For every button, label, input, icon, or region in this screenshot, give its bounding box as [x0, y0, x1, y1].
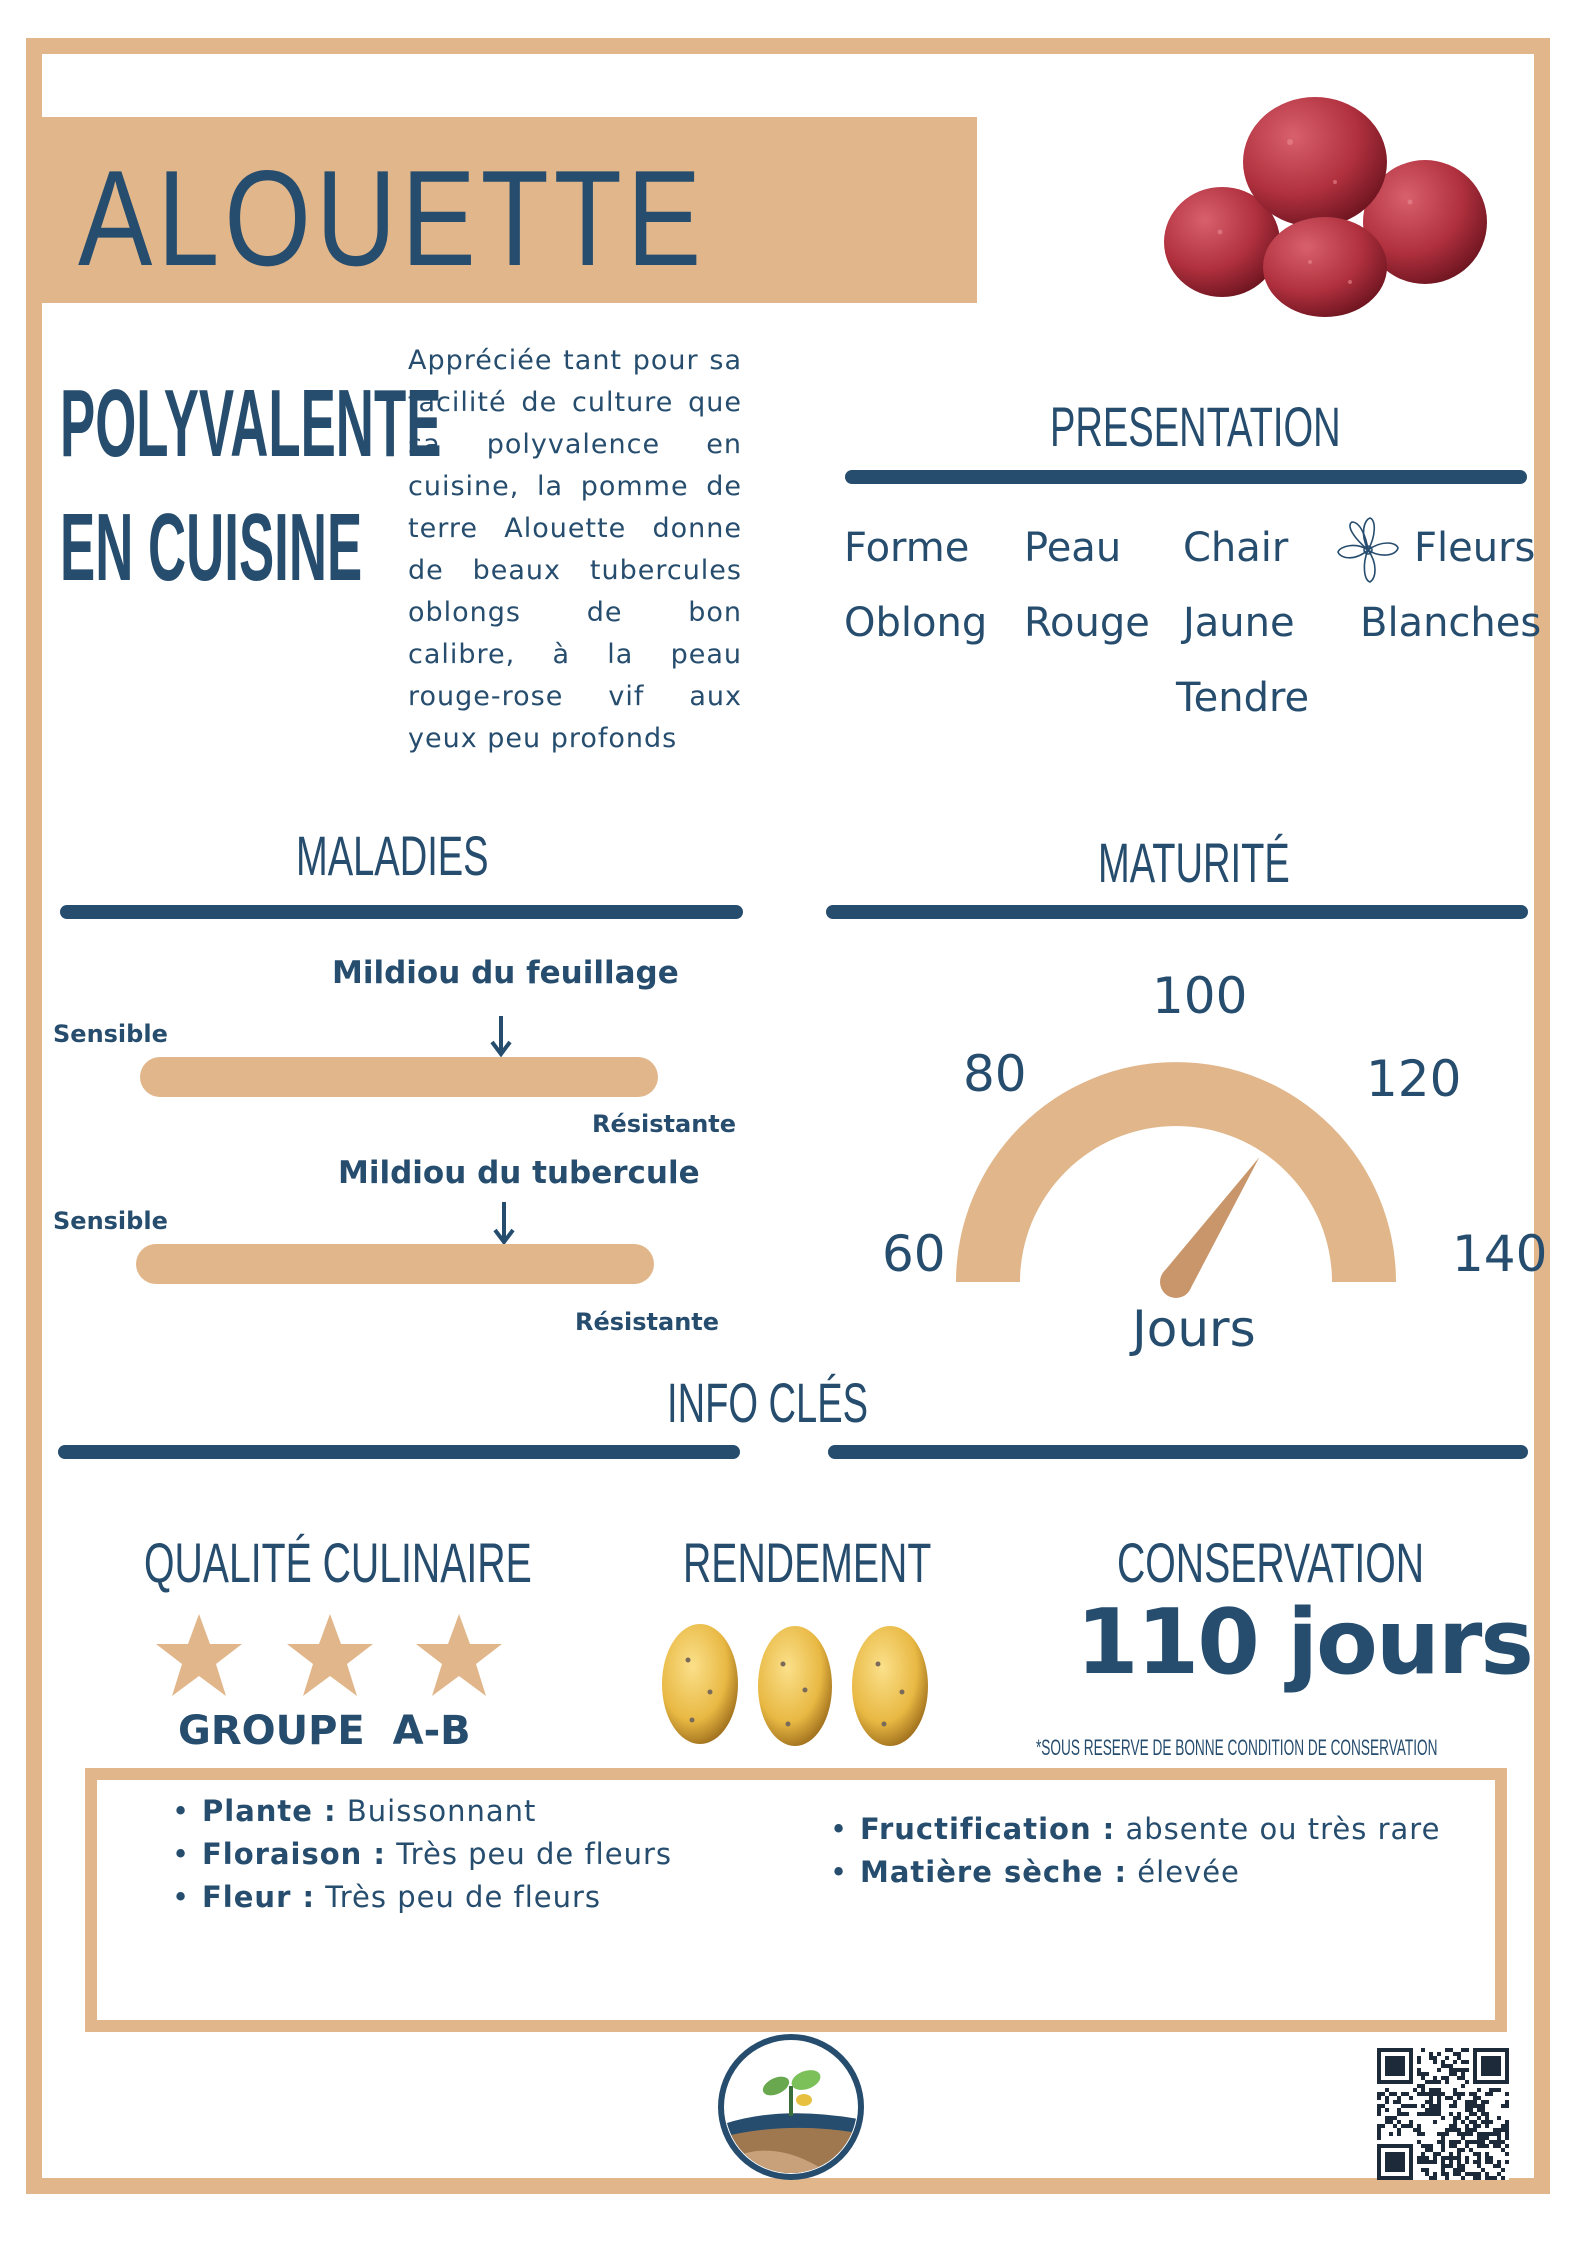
maladies-title: MALADIES [296, 824, 489, 887]
gauge-unit: Jours [1132, 1300, 1256, 1358]
tick-100: 100 [1152, 967, 1248, 1025]
label-forme: Forme [844, 525, 970, 571]
yield-potatoes [658, 1620, 938, 1750]
disease-1-bar [140, 1057, 658, 1097]
star-icon [287, 1614, 373, 1696]
gauge-needle-hub [1160, 1266, 1192, 1298]
disease-2-name: Mildiou du tubercule [338, 1155, 700, 1191]
label-chair: Chair [1183, 525, 1289, 571]
disease-2-high: Résistante [575, 1308, 720, 1336]
maturite-title: MATURITÉ [1098, 831, 1290, 894]
detail-matiere-seche: • Matière sèche : élevée [830, 1855, 1440, 1898]
potato-image [1160, 92, 1490, 322]
disease-1-name: Mildiou du feuillage [332, 955, 679, 991]
star-rating [154, 1604, 516, 1704]
info-title: INFO CLÉS [667, 1371, 869, 1434]
page-title: ALOUETTE [78, 142, 707, 294]
detail-fleur: • Fleur : Très peu de fleurs [172, 1880, 672, 1923]
subtitle-line-2: EN CUISINE [60, 494, 363, 601]
logo-icon [718, 2034, 864, 2180]
conservation-title: CONSERVATION [1117, 1531, 1425, 1594]
maturite-rule [826, 905, 1528, 919]
tick-120: 120 [1366, 1050, 1462, 1108]
qr-code [1377, 2048, 1509, 2180]
value-chair-extra: Tendre [1176, 675, 1310, 721]
value-peau: Rouge [1024, 600, 1150, 646]
potato-icon [852, 1626, 928, 1746]
conservation-note: *SOUS RESERVE DE BONNE CONDITION DE CONSERVATION [1036, 1735, 1438, 1760]
disease-2-bar [136, 1244, 654, 1284]
intro-text: Appréciée tant pour sa facilité de culture que sa polyvalence en cuisine, la pomme de terre Alouette donne de beaux tubercules oblongs de bon calibre, à la peau rouge-rose vif aux yeux peu profonds [408, 345, 742, 754]
details-right [830, 1812, 1440, 1898]
label-peau: Peau [1024, 525, 1122, 571]
rendement-title: RENDEMENT [683, 1531, 932, 1594]
label-fleurs: Fleurs [1414, 525, 1536, 571]
subtitle [60, 362, 441, 610]
info-rule-right [828, 1445, 1528, 1459]
details-left [172, 1794, 672, 1923]
qualite-title: QUALITÉ CULINAIRE [144, 1531, 532, 1594]
arrow-down-icon [488, 1014, 514, 1058]
detail-fructification: • Fructification : absente ou très rare [830, 1812, 1440, 1855]
detail-plante: • Plante : Buissonnant [172, 1794, 672, 1837]
tick-140: 140 [1452, 1225, 1548, 1283]
disease-1-high: Résistante [592, 1110, 737, 1138]
tick-60: 60 [882, 1225, 946, 1283]
maladies-rule [60, 905, 743, 919]
subtitle-line-1: POLYVALENTE [60, 370, 442, 477]
star-icon [416, 1614, 502, 1696]
info-rule-left [58, 1445, 740, 1459]
potato-icon [662, 1624, 738, 1744]
flower-icon [1330, 512, 1406, 588]
presentation-title: PRESENTATION [1050, 395, 1341, 458]
star-icon [156, 1614, 242, 1696]
value-chair: Jaune [1183, 600, 1295, 646]
arrow-down-icon [491, 1200, 517, 1246]
disease-1-low: Sensible [53, 1020, 168, 1048]
presentation-rule [845, 470, 1527, 484]
tick-80: 80 [963, 1045, 1027, 1103]
conservation-value: 110 jours [1076, 1590, 1532, 1695]
value-fleurs: Blanches [1360, 600, 1542, 646]
disease-2-low: Sensible [53, 1207, 168, 1235]
value-forme: Oblong [844, 600, 988, 646]
potato-icon [758, 1626, 832, 1746]
detail-floraison: • Floraison : Très peu de fleurs [172, 1837, 672, 1880]
culinary-group: GROUPE A-B [178, 1708, 471, 1754]
